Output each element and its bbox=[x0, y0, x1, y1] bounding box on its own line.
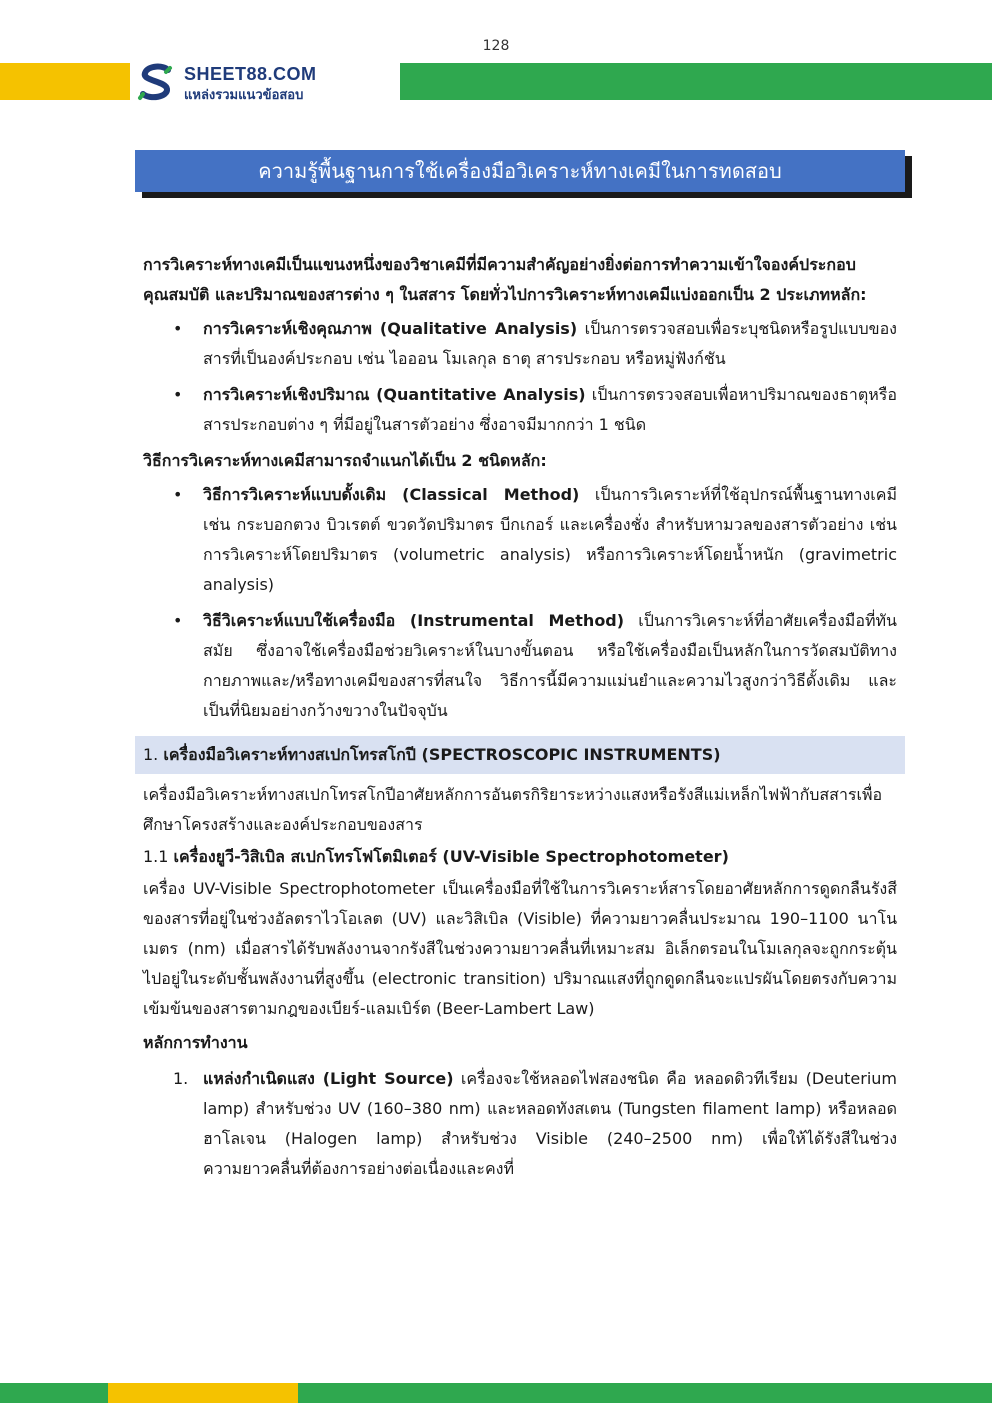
list-item-term: วิธีการวิเคราะห์แบบดั้งเดิม (Classical Method) bbox=[203, 485, 580, 504]
list-item bbox=[143, 380, 897, 440]
list-item-desc: เป็นการวิเคราะห์ที่อาศัยเครื่องมือที่ทันสมัย ซึ่งอาจใช้เครื่องมือช่วยวิเคราะห์ในบางขั้นตอน หรือใช้เครื่องมือเป็นหลักในการวัดสมบัติทางกายภาพและ/หรือทางเคมีของสารที่สนใจ วิธีการนี้มีความแม่นยำและความไวสูงกว่าวิธีดั้งเดิม และเป็นที่นิยมอย่างกว้างขวางในปัจจุบัน bbox=[203, 611, 897, 720]
section-number: 1. bbox=[143, 745, 159, 764]
page-title: ความรู้พื้นฐานการใช้เครื่องมือวิเคราะห์ทางเคมีในการทดสอบ bbox=[135, 150, 905, 192]
methods-list bbox=[143, 480, 897, 726]
list-item-term: การวิเคราะห์เชิงปริมาณ (Quantitative Analysis) bbox=[203, 385, 586, 404]
list-item-desc: เป็นการตรวจสอบเพื่อหาปริมาณของธาตุหรือสารประกอบต่าง ๆ ที่มีอยู่ในสารตัวอย่าง ซึ่งอาจมีมากกว่า 1 ชนิด bbox=[203, 385, 898, 434]
section-1-intro: เครื่องมือวิเคราะห์ทางสเปกโทรสโกปีอาศัยหลักการอันตรกิริยาระหว่างแสงหรือรังสีแม่เหล็กไฟฟ้ากับสสารเพื่อศึกษาโครงสร้างและองค์ประกอบของสาร bbox=[143, 785, 883, 834]
list-item-desc: เครื่องจะใช้หลอดไฟสองชนิด คือ หลอดดิวทีเรียม (Deuterium lamp) สำหรับช่วง UV (160–380 nm) และหลอดทังสเตน (Tungsten filament lamp) หรือหลอดฮาโลเจน (Halogen lamp) สำหรับช่วง Visible (240–2500 nm) เพื่อให้ได้รังสีในช่วงความยาวคลื่นที่ต้องการอย่างต่อเนื่องและคงที่ bbox=[203, 1069, 897, 1178]
bullet-icon: • bbox=[173, 485, 183, 504]
list-item-term: วิธีวิเคราะห์แบบใช้เครื่องมือ (Instrumental Method) bbox=[203, 611, 625, 630]
subsection-1-1-heading bbox=[143, 842, 897, 872]
list-item-desc: เป็นการตรวจสอบเพื่อระบุชนิดหรือรูปแบบของสารที่เป็นองค์ประกอบ เช่น ไอออน โมเลกุล ธาตุ สารประกอบ หรือหมู่ฟังก์ชัน bbox=[203, 319, 897, 368]
section-1-heading bbox=[135, 736, 905, 774]
subsection-title: เครื่องยูวี-วิสิเบิล สเปกโทรโฟโตมิเตอร์ (UV-Visible Spectrophotometer) bbox=[173, 847, 729, 866]
list-item bbox=[143, 314, 897, 374]
list-number: 1. bbox=[173, 1069, 189, 1088]
subsection-number: 1.1 bbox=[143, 847, 169, 866]
page-number: 128 bbox=[482, 38, 510, 54]
bullet-icon: • bbox=[173, 319, 183, 338]
principle-heading: หลักการทำงาน bbox=[143, 1033, 248, 1052]
analysis-types-list bbox=[143, 314, 897, 440]
list-item bbox=[143, 606, 897, 726]
brand-name: SHEET88.COM bbox=[184, 64, 317, 84]
list-item-term: แหล่งกำเนิดแสง (Light Source) bbox=[203, 1069, 454, 1088]
brand-tagline: แหล่งรวมแนวข้อสอบ bbox=[184, 88, 304, 103]
bullet-icon: • bbox=[173, 385, 183, 404]
bullet-icon: • bbox=[173, 611, 183, 630]
header-bar-yellow bbox=[0, 63, 130, 100]
list-item bbox=[143, 1064, 897, 1184]
footer-bar-yellow bbox=[108, 1383, 298, 1403]
list-item-term: การวิเคราะห์เชิงคุณภาพ (Qualitative Analysis) bbox=[203, 319, 578, 338]
document-body bbox=[143, 250, 897, 1184]
intro-paragraph: การวิเคราะห์ทางเคมีเป็นแขนงหนึ่งของวิชาเคมีที่มีความสำคัญอย่างยิ่งต่อการทำความเข้าใจองค์ประกอบ คุณสมบัติ และปริมาณของสารต่าง ๆ ในสสาร โดยทั่วไปการวิเคราะห์ทางเคมีแบ่งออกเป็น 2 ประเภทหลัก: bbox=[143, 255, 867, 304]
principles-list bbox=[143, 1064, 897, 1184]
list-item bbox=[143, 480, 897, 600]
methods-heading: วิธีการวิเคราะห์ทางเคมีสามารถจำแนกได้เป็น 2 ชนิดหลัก: bbox=[143, 451, 547, 470]
footer-bar-green-right bbox=[298, 1383, 992, 1403]
footer-bar-green-left bbox=[0, 1383, 108, 1403]
header-bar-green bbox=[400, 63, 992, 100]
brand-logo bbox=[136, 62, 396, 104]
subsection-1-1-body: เครื่อง UV-Visible Spectrophotometer เป็นเครื่องมือที่ใช้ในการวิเคราะห์สารโดยอาศัยหลักการดูดกลืนรังสีของสารที่อยู่ในช่วงอัลตราไวโอเลต (UV) และวิสิเบิล (Visible) ที่ความยาวคลื่นประมาณ 190–1100 นาโนเมตร (nm) เมื่อสารได้รับพลังงานจากรังสีในช่วงความยาวคลื่นที่เหมาะสม อิเล็กตรอนในโมเลกุลจะถูกกระตุ้นไปอยู่ในระดับชั้นพลังงานที่สูงขึ้น (electronic transition) ปริมาณแสงที่ถูกดูดกลืนจะแปรผันโดยตรงกับความเข้มข้นของสารตามกฎของเบียร์-แลมเบิร์ต (Beer-Lambert Law) bbox=[143, 879, 897, 1018]
list-item-desc: เป็นการวิเคราะห์ที่ใช้อุปกรณ์พื้นฐานทางเคมี เช่น กระบอกตวง บิวเรตต์ ขวดวัดปริมาตร บีกเกอร์ และเครื่องชั่ง สำหรับหามวลของสารตัวอย่าง เช่น การวิเคราะห์โดยปริมาตร (volumetric analysis) หรือการวิเคราะห์โดยน้ำหนัก (gravimetric analysis) bbox=[203, 485, 897, 594]
sheet88-logo-icon bbox=[136, 62, 176, 102]
section-title: เครื่องมือวิเคราะห์ทางสเปกโทรสโกปี (SPECTROSCOPIC INSTRUMENTS) bbox=[163, 745, 721, 764]
